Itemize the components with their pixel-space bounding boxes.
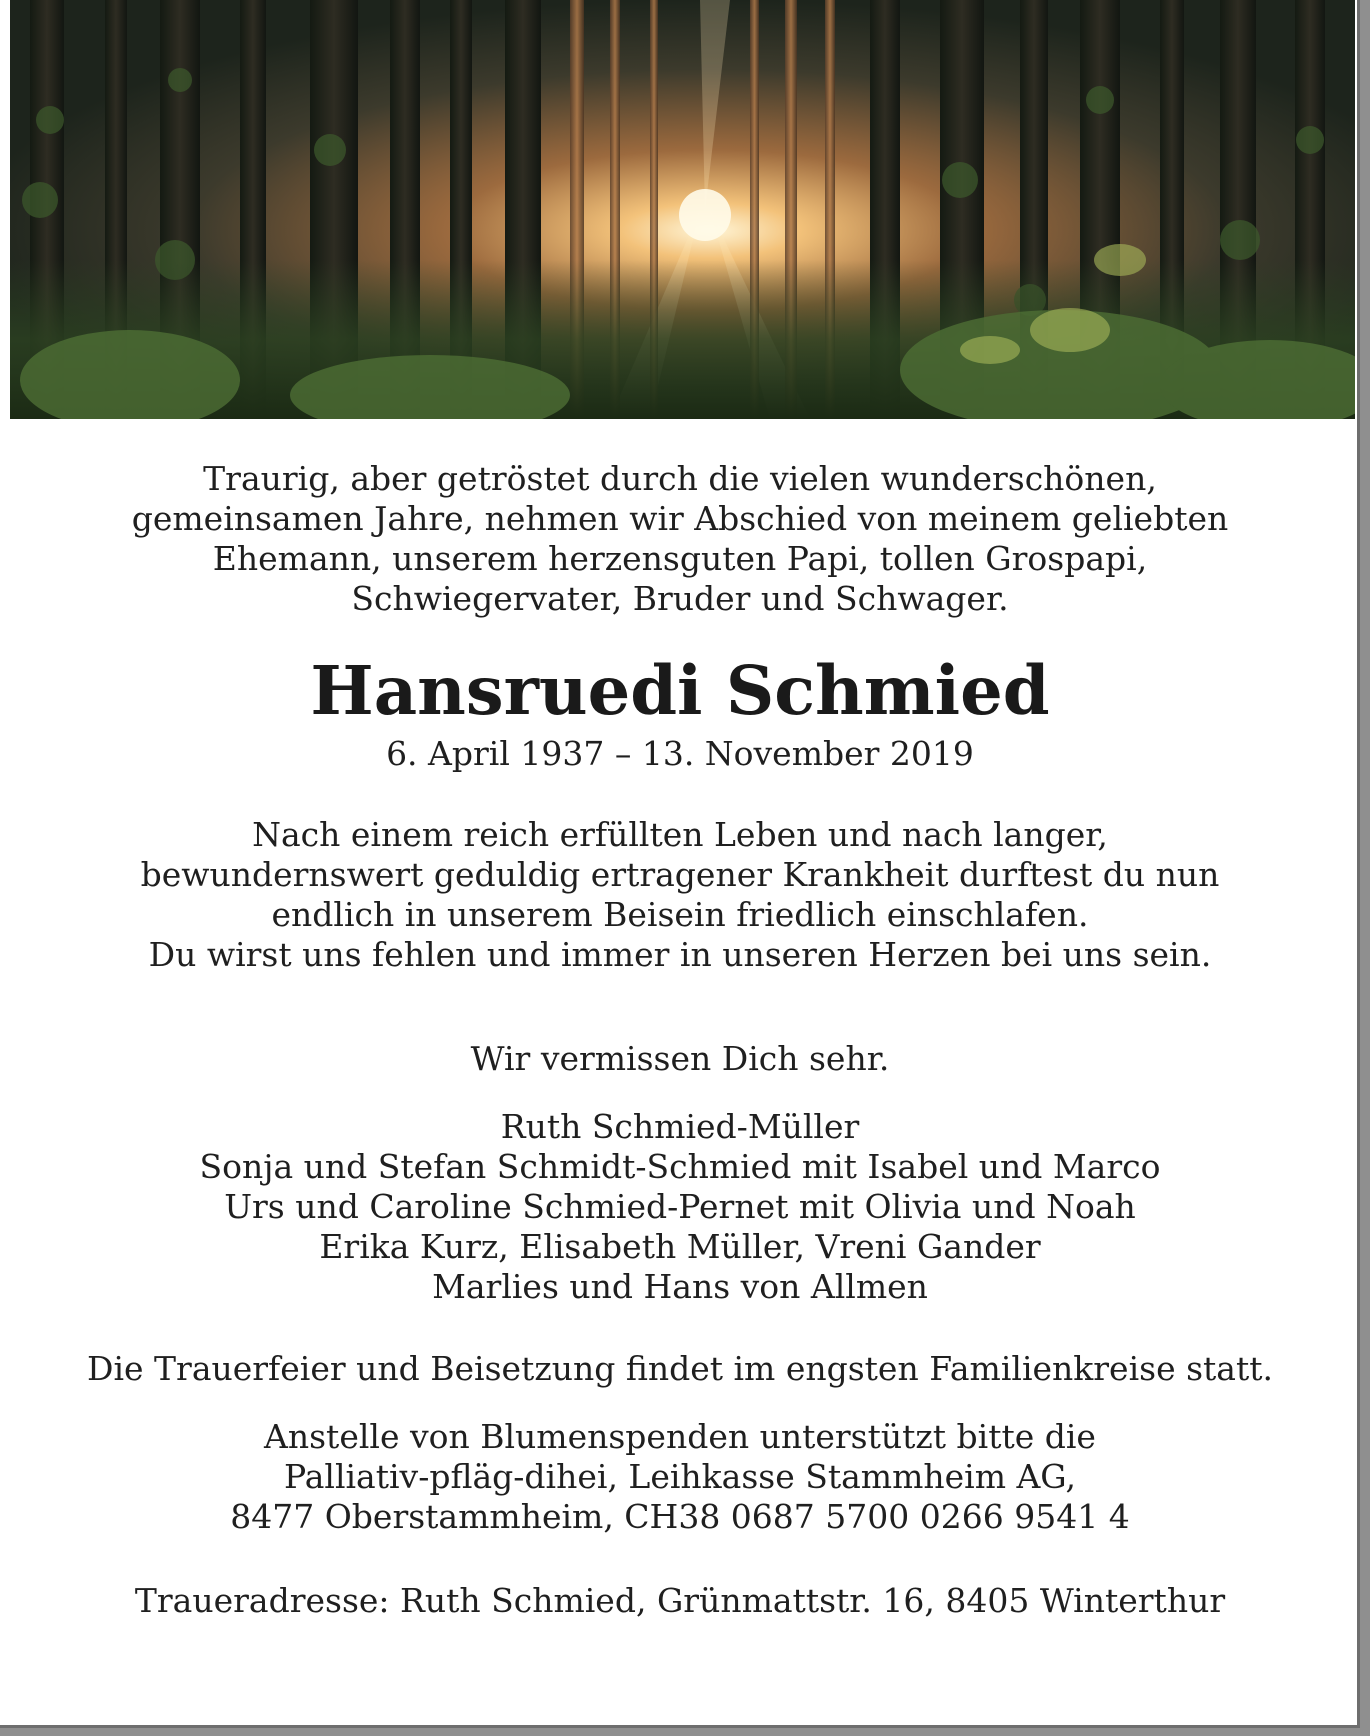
intro-paragraph [40, 459, 1320, 619]
farewell-line: Du wirst uns fehlen und immer in unseren Herzen bei uns sein. [148, 935, 1212, 974]
donation-line: Anstelle von Blumenspenden unterstützt bitte die [264, 1417, 1096, 1456]
mourner-entry: Erika Kurz, Elisabeth Müller, Vreni Gander [319, 1227, 1041, 1266]
forest-sunlight-photo [10, 0, 1355, 419]
obituary-text [40, 419, 1320, 1621]
farewell-line: Nach einem reich erfüllten Leben und nach langer, [252, 815, 1108, 854]
ceremony-notice: Die Trauerfeier und Beisetzung findet im engsten Familienkreise statt. [87, 1349, 1273, 1388]
mourner-entry: Marlies und Hans von Allmen [432, 1267, 928, 1306]
mourner-entry: Ruth Schmied-Müller [500, 1107, 860, 1146]
intro-line: Ehemann, unserem herzensguten Papi, tollen Grospapi, [212, 539, 1148, 578]
donation-line: Palliativ-pfläg-dihei, Leihkasse Stammheim AG, [284, 1457, 1076, 1496]
deceased-name: Hansruedi Schmied [310, 651, 1050, 730]
intro-line: gemeinsamen Jahre, nehmen wir Abschied von meinem geliebten [131, 499, 1229, 538]
mourner-entry: Urs und Caroline Schmied-Pernet mit Olivia und Noah [224, 1187, 1136, 1226]
farewell-line: bewundernswert geduldig ertragener Krankheit durftest du nun [140, 855, 1220, 894]
donation-notice [40, 1417, 1320, 1537]
mourners-list [40, 1107, 1320, 1307]
mourning-address: Traueradresse: Ruth Schmied, Grünmattstr. 16, 8405 Winterthur [134, 1581, 1226, 1620]
intro-line: Traurig, aber getröstet durch die vielen wunderschönen, [203, 459, 1157, 498]
intro-line: Schwiegervater, Bruder und Schwager. [351, 579, 1009, 618]
farewell-paragraph [40, 815, 1320, 975]
mourner-entry: Sonja und Stefan Schmidt-Schmied mit Isabel und Marco [199, 1147, 1161, 1186]
life-dates: 6. April 1937 – 13. November 2019 [386, 734, 974, 773]
farewell-line: endlich in unserem Beisein friedlich einschlafen. [271, 895, 1089, 934]
donation-line: 8477 Oberstammheim, CH38 0687 5700 0266 9541 4 [230, 1497, 1130, 1536]
miss-you-line: Wir vermissen Dich sehr. [470, 1039, 890, 1078]
